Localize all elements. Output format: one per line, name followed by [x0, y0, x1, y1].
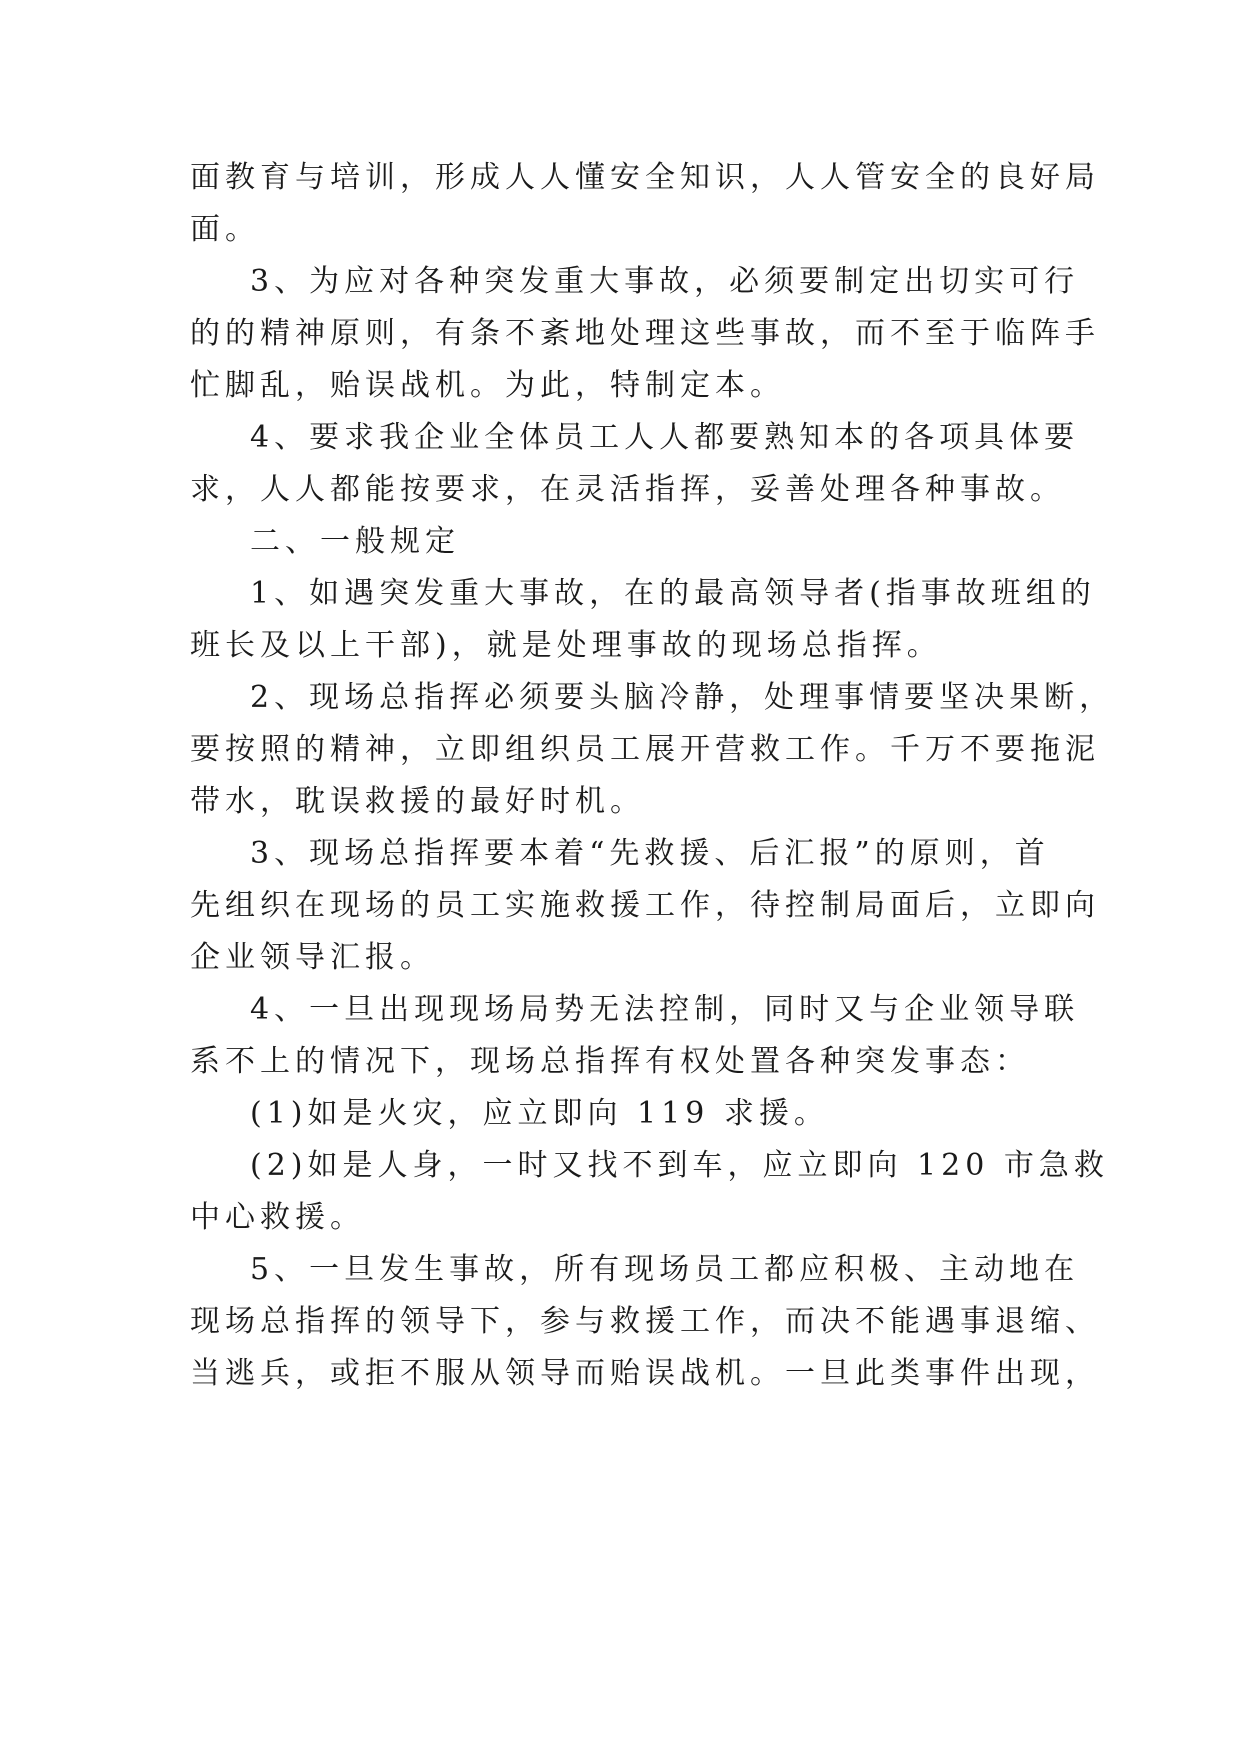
text-line: 企业领导汇报。: [190, 940, 435, 975]
text-line: 面教育与培训，形成人人懂安全知识，人人管安全的良好局: [190, 160, 1100, 195]
paragraph-first-line: 4、要求我企业全体员工人人都要熟知本的各项具体要: [250, 420, 1080, 455]
text-line: 要按照的精神，立即组织员工展开营救工作。千万不要拖泥: [190, 732, 1100, 767]
section-heading: 二、一般规定: [250, 524, 460, 559]
paragraph-first-line: 3、为应对各种突发重大事故，必须要制定出切实可行: [250, 264, 1080, 299]
list-item-line: (1)如是火灾，应立即向 119 求援。: [250, 1096, 829, 1131]
paragraph-first-line: 3、现场总指挥要本着“先救援、后汇报”的原则，首: [250, 836, 1050, 871]
text-line: 现场总指挥的领导下，参与救援工作，而决不能遇事退缩、: [190, 1304, 1100, 1339]
text-line: 中心救援。: [190, 1200, 365, 1235]
text-line: 忙脚乱，贻误战机。为此，特制定本。: [190, 368, 785, 403]
paragraph-first-line: 2、现场总指挥必须要头脑冷静，处理事情要坚决果断，: [250, 680, 1115, 715]
text-line: 面。: [190, 212, 260, 247]
text-line: 带水，耽误救援的最好时机。: [190, 784, 645, 819]
text-line: 班长及以上干部)，就是处理事故的现场总指挥。: [190, 628, 942, 663]
paragraph-first-line: 1、如遇突发重大事故，在的最高领导者(指事故班组的: [250, 576, 1096, 611]
text-line: 系不上的情况下，现场总指挥有权处置各种突发事态：: [190, 1044, 1030, 1079]
text-line: 的的精神原则，有条不紊地处理这些事故，而不至于临阵手: [190, 316, 1100, 351]
list-item-line: (2)如是人身，一时又找不到车，应立即向 120 市急救: [250, 1148, 1109, 1183]
text-line: 先组织在现场的员工实施救援工作，待控制局面后，立即向: [190, 888, 1100, 923]
paragraph-first-line: 5、一旦发生事故，所有现场员工都应积极、主动地在: [250, 1252, 1080, 1287]
paragraph-first-line: 4、一旦出现现场局势无法控制，同时又与企业领导联: [250, 992, 1080, 1027]
text-line: 求，人人都能按要求，在灵活指挥，妥善处理各种事故。: [190, 472, 1065, 507]
text-line: 当逃兵，或拒不服从领导而贻误战机。一旦此类事件出现，: [190, 1356, 1100, 1391]
